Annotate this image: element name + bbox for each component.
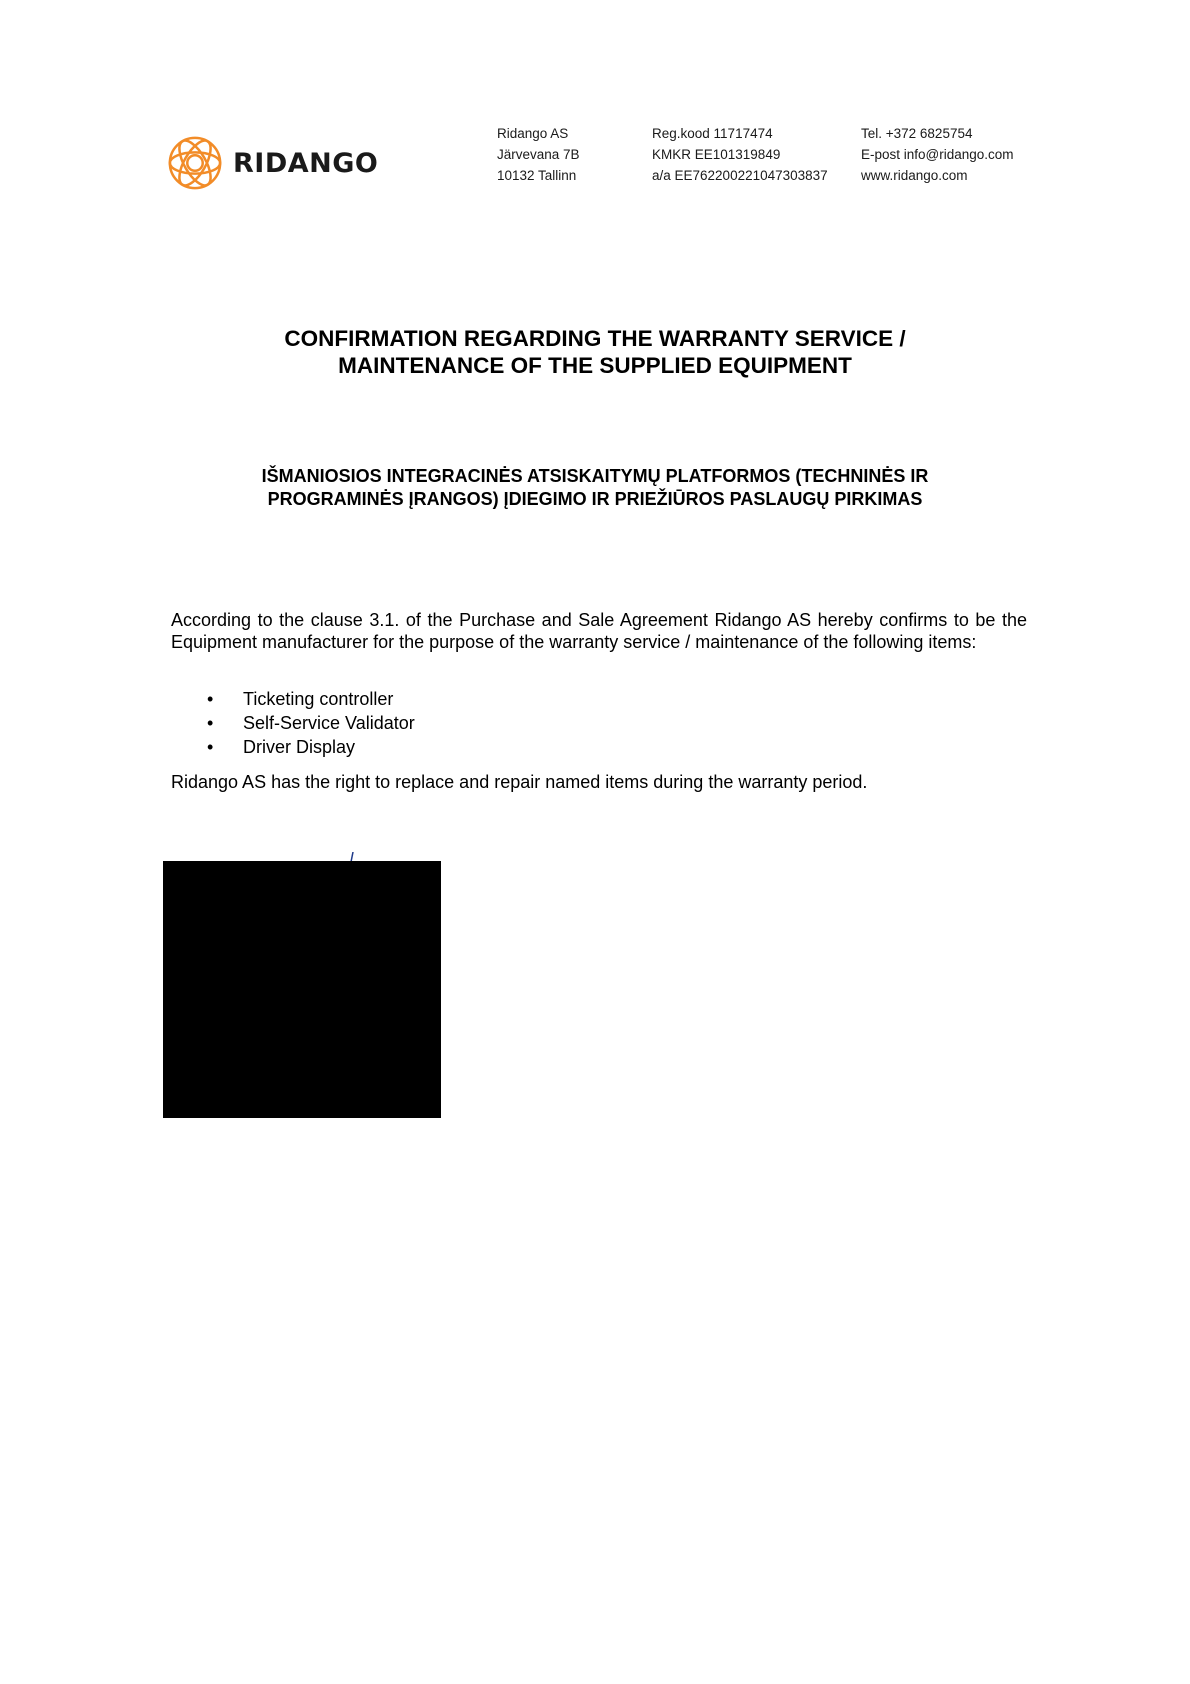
logo-text: RIDANGO	[233, 147, 379, 179]
item-label: Ticketing controller	[243, 689, 394, 709]
title-line-2: MAINTENANCE OF THE SUPPLIED EQUIPMENT	[338, 353, 852, 378]
reg-code: Reg.kood 11717474	[652, 126, 773, 141]
company-address	[497, 123, 580, 186]
company-logo	[166, 134, 378, 192]
intro-paragraph: According to the clause 3.1. of the Purchase and Sale Agreement Ridango AS hereby confirms to be the Equipment manufacturer for the purpose of the warranty service / maintenance of the following items:	[171, 610, 1027, 652]
list-item	[207, 735, 415, 759]
company-registration	[652, 123, 828, 186]
phone-number: Tel. +372 6825754	[861, 126, 973, 141]
ridango-logo-icon	[166, 134, 224, 192]
company-name: Ridango AS	[497, 126, 569, 141]
procurement-title	[0, 465, 1190, 511]
bullet: •	[207, 689, 214, 709]
document-title	[0, 325, 1190, 379]
bullet: •	[207, 713, 214, 733]
redacted-signature-block	[163, 861, 441, 1118]
vat-number: KMKR EE101319849	[652, 147, 781, 162]
list-item	[207, 687, 415, 711]
website: www.ridango.com	[861, 168, 968, 183]
company-contact	[861, 123, 1014, 186]
company-city: 10132 Tallinn	[497, 168, 577, 183]
subtitle-line-1: IŠMANIOSIOS INTEGRACINĖS ATSISKAITYMŲ PLATFORMOS (TECHNINĖS IR	[261, 466, 929, 486]
subtitle-line-2: PROGRAMINĖS ĮRANGOS) ĮDIEGIMO IR PRIEŽIŪROS PASLAUGŲ PIRKIMAS	[267, 489, 923, 509]
bullet: •	[207, 737, 214, 757]
email-address: E-post info@ridango.com	[861, 147, 1014, 162]
closing-paragraph: Ridango AS has the right to replace and repair named items during the warranty period.	[171, 772, 868, 792]
item-label: Driver Display	[243, 737, 356, 757]
company-street: Järvevana 7B	[497, 147, 580, 162]
title-line-1: CONFIRMATION REGARDING THE WARRANTY SERVICE /	[284, 326, 906, 351]
item-label: Self-Service Validator	[243, 713, 415, 733]
items-list	[207, 687, 415, 759]
list-item	[207, 711, 415, 735]
bank-account: a/a EE762200221047303837	[652, 168, 828, 183]
